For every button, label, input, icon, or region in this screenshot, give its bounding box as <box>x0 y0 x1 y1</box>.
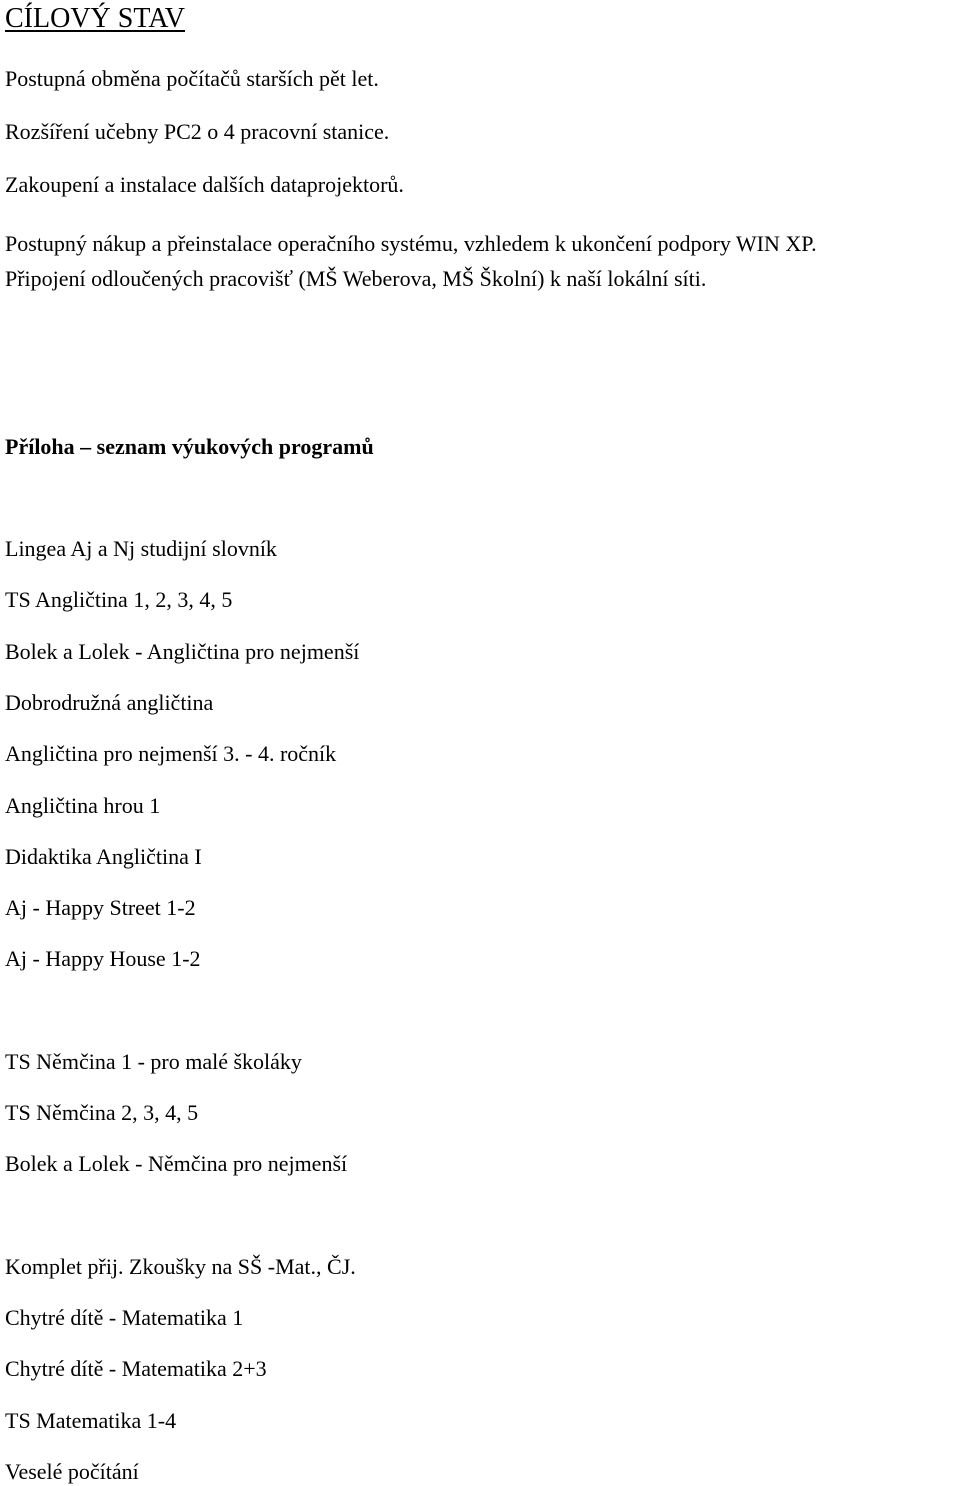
target-item: Postupná obměna počítačů starších pět let. <box>5 66 379 91</box>
program-item: Lingea Aj a Nj studijní slovník <box>5 536 277 561</box>
program-item: Aj - Happy Street 1-2 <box>5 895 196 920</box>
program-item: Komplet přij. Zkoušky na SŠ -Mat., ČJ. <box>5 1254 356 1279</box>
target-item: Zakoupení a instalace dalších dataprojektorů. <box>5 172 404 197</box>
target-item: Postupný nákup a přeinstalace operačního systému, vzhledem k ukončení podpory WIN XP. <box>5 231 817 256</box>
target-item: Připojení odloučených pracovišť (MŠ Weberova, MŠ Školní) k naší lokální síti. <box>5 266 707 291</box>
program-item: Bolek a Lolek - Němčina pro nejmenší <box>5 1151 348 1176</box>
program-item: TS Němčina 1 - pro malé školáky <box>5 1049 302 1074</box>
program-item: Dobrodružná angličtina <box>5 690 214 715</box>
program-item: Veselé počítání <box>5 1459 139 1484</box>
appendix-heading: Příloha – seznam výukových programů <box>5 434 374 459</box>
program-item: Didaktika Angličtina I <box>5 844 202 869</box>
program-item: Chytré dítě - Matematika 2+3 <box>5 1356 267 1381</box>
program-item: TS Angličtina 1, 2, 3, 4, 5 <box>5 587 233 612</box>
program-item: Chytré dítě - Matematika 1 <box>5 1305 244 1330</box>
target-item: Rozšíření učebny PC2 o 4 pracovní stanice. <box>5 119 390 144</box>
program-item: Angličtina pro nejmenší 3. - 4. ročník <box>5 741 337 766</box>
program-item: Aj - Happy House 1-2 <box>5 946 201 971</box>
program-item: TS Matematika 1-4 <box>5 1408 177 1433</box>
page-title: CÍLOVÝ STAV <box>5 3 186 34</box>
program-item: TS Němčina 2, 3, 4, 5 <box>5 1100 199 1125</box>
program-item: Angličtina hrou 1 <box>5 793 161 818</box>
program-item: Bolek a Lolek - Angličtina pro nejmenší <box>5 639 360 664</box>
